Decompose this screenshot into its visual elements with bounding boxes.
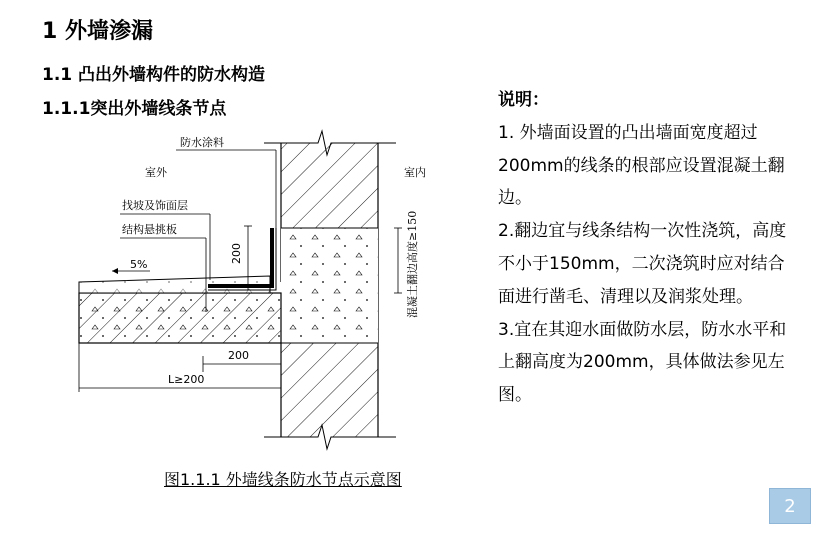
label-cantilever-slab: 结构悬挑板 [122, 223, 177, 236]
section-heading: 1.1 凸出外墙构件的防水构造 [42, 65, 266, 85]
label-curb-height: 混凝土翻边高度≥150 [406, 210, 419, 318]
label-waterproof-coating: 防水涂料 [180, 136, 224, 149]
label-vertical-200: 200 [230, 243, 243, 264]
label-horizontal-200: 200 [228, 349, 249, 362]
subsection-heading: 1.1.1突出外墙线条节点 [42, 99, 227, 119]
page-title: 1 外墙渗漏 [42, 19, 153, 44]
notes-panel [498, 84, 798, 412]
note-item-2: 2.翻边宜与线条结构一次性浇筑，高度不小于150mm，二次浇筑时应对结合面进行凿毛、清理以及润浆处理。 [498, 221, 787, 307]
cantilever-slab [79, 293, 281, 343]
page-number: 2 [769, 488, 811, 524]
note-item-3: 3.宜在其迎水面做防水层，防水水平和上翻高度为200mm，具体做法参见左图。 [498, 319, 787, 406]
notes-title: 说明： [498, 90, 549, 110]
note-item-1: 1. 外墙面设置的凸出墙面宽度超过200mm的线条的根部应设置混凝土翻边。 [498, 122, 785, 209]
label-inside: 室内 [404, 166, 426, 179]
label-outside: 室外 [145, 166, 167, 179]
label-length: L≥200 [168, 373, 205, 386]
figure-caption: 图1.1.1 外墙线条防水节点示意图 [164, 470, 402, 489]
label-slope-percent: 5% [130, 258, 148, 271]
label-slope-finish-layer: 找坡及饰面层 [122, 199, 188, 212]
